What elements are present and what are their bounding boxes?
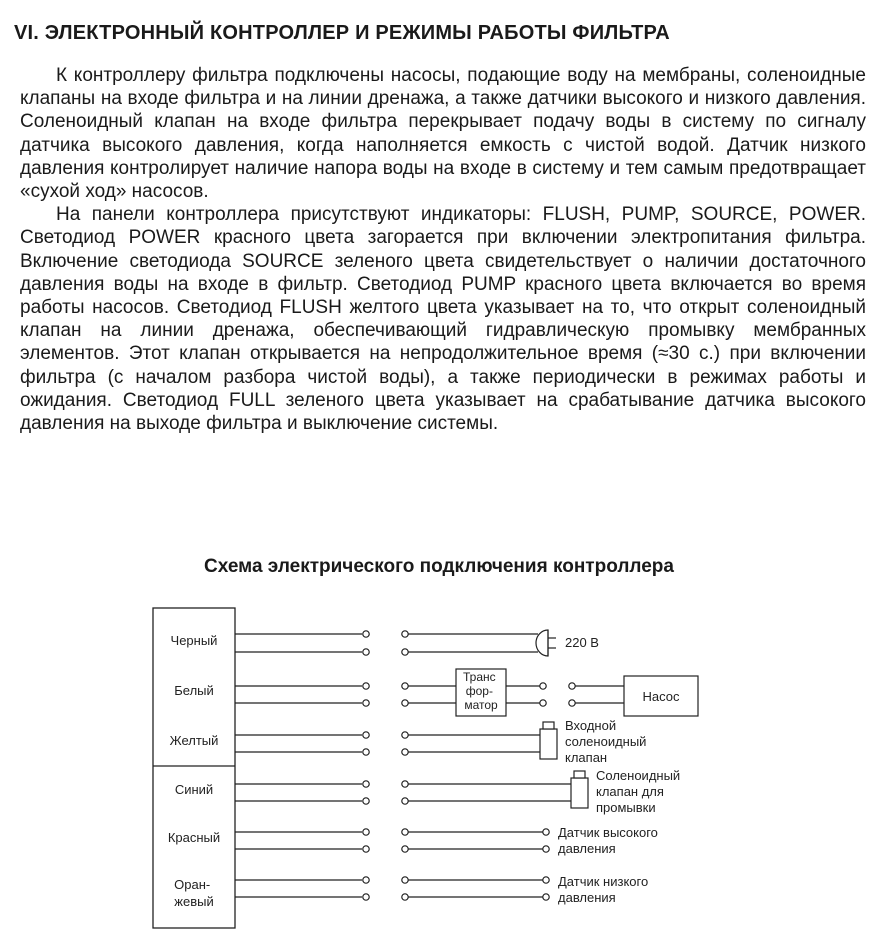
wire-label-blue: Синий (174, 782, 214, 797)
wire-label-red: Красный (167, 830, 221, 845)
paragraph: К контроллеру фильтра подключены насосы, подающие воду на мембраны, соленоидные клапаны на входе фильтра и на линии дренажа, а также датчики высокого и низкого давления. Соленоидный клапан на входе фильтра перекрывает подачу воды в систему по сигналу датчика высокого давления, когда наполняется емкость с чистой водой. Датчик низкого давления контролирует наличие напора воды на входе в систему и тем самым предотвращает «сухой ход» насосов. (20, 65, 866, 203)
power-plug (408, 630, 556, 656)
paragraph: На панели контроллера присутствуют индикаторы: FLUSH, PUMP, SOURCE, POWER. Светодиод POWER красного цвета загорается при включении электропитания фильтра. Включение светодиода SOURCE зеленого цвета свидетельствует о наличии достаточного давления воды на входе в фильтр. Светодиод PUMP красного цвета включается во время работы насосов. Светодиод FLUSH желтого цвета указывает на то, что открыт соленоидный клапан на линии дренажа, обеспечивающий гидравлическую промывку мембранных элементов. Этот клапан открывается на непродолжительное время (≈30 с.) при включении фильтра (с началом разбора чистой воды), а также периодически в режимах работы и ожидания. Светодиод FULL зеленого цвета указывает на срабатывание датчика высокого давления на выходе фильтра и выключение системы. (20, 204, 866, 435)
pump-label: Насос (642, 689, 680, 704)
transformer-label: Транс фор- матор (463, 670, 498, 712)
plug-voltage-label: 220 В (565, 635, 599, 650)
inlet-valve (408, 722, 557, 759)
wire-label-yellow: Желтый (169, 733, 219, 748)
low-pressure-sensor-label: Датчик низкого давления (558, 874, 649, 905)
flush-valve-label: Соленоидный клапан для промывки (596, 768, 681, 815)
wire-label-black: Черный (170, 633, 218, 648)
wire-label-orange: Оран- жевый (174, 877, 214, 909)
wire-label-white: Белый (174, 683, 214, 698)
device-terminals (402, 631, 408, 900)
controller-terminals (363, 631, 369, 900)
section-heading: VI. ЭЛЕКТРОННЫЙ КОНТРОЛЛЕР И РЕЖИМЫ РАБОТЫ ФИЛЬТРА (14, 22, 670, 44)
flush-valve (408, 771, 588, 808)
diagram-caption: Схема электрического подключения контроллера (204, 556, 674, 577)
high-pressure-sensor-label: Датчик высокого давления (558, 825, 658, 856)
body-text (20, 64, 866, 435)
high-pressure-sensor (408, 829, 549, 852)
wiring-diagram (0, 590, 878, 946)
low-pressure-sensor (408, 877, 549, 900)
controller-wires (235, 634, 362, 897)
inlet-valve-label: Входной соленоидный клапан (565, 718, 647, 765)
